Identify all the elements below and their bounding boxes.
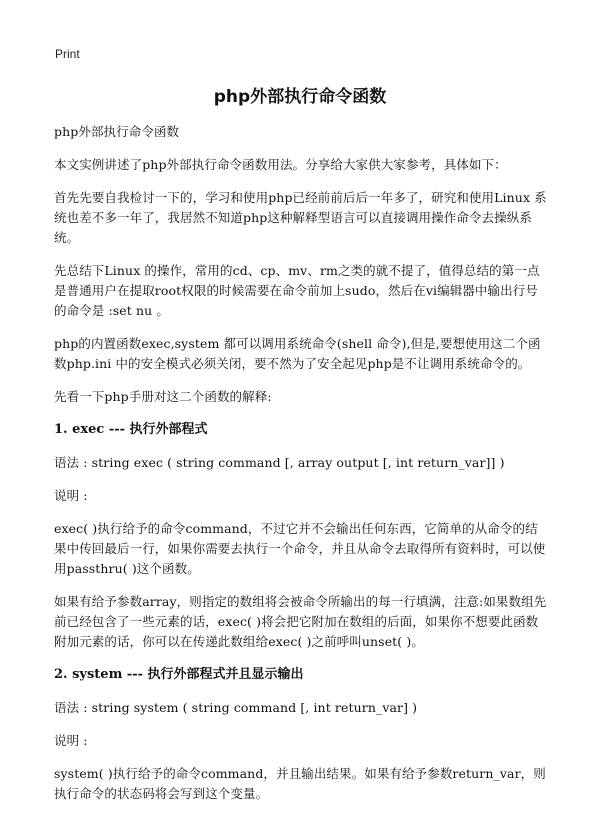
paragraph-manual-intro: 先看一下php手册对这二个函数的解释: — [54, 389, 272, 404]
system-syntax: 语法 : string system ( string command [, int return_var] ) — [54, 700, 418, 715]
section-heading-exec: 1. exec --- 执行外部程式 — [54, 422, 208, 437]
system-note-label: 说明 : — [54, 733, 88, 748]
article-body — [54, 122, 548, 817]
page-title: php外部执行命令函数 — [213, 87, 387, 107]
intro-line: php外部执行命令函数 — [54, 124, 180, 139]
paragraph-linux-summary: 先总结下Linux 的操作，常用的cd、cp、mv、rm之类的就不提了，值得总结的第一点是普通用户在提取root权限的时候需要在命令前加上sudo，然后在vi编辑器中输出行号的命令是 :set nu 。 — [54, 263, 540, 318]
section-heading-system: 2. system --- 执行外部程式并且显示输出 — [54, 667, 304, 682]
print-label: Print — [55, 47, 80, 61]
paragraph-builtin-functions: php的内置函数exec,system 都可以调用系统命令(shell 命令),但是,要想使用这二个函数php.ini 中的安全模式必须关闭，要不然为了安全起见php是不让调用系统命令的。 — [54, 336, 541, 371]
paragraph-reflection: 首先先要自我检讨一下的，学习和使用php已经前前后后一年多了，研究和使用Linux 系统也差不多一年了，我居然不知道php这种解释型语言可以直接调用操作命令去操纵系统。 — [54, 190, 547, 245]
exec-note-label: 说明 : — [54, 488, 88, 503]
intro-summary: 本文实例讲述了php外部执行命令函数用法。分享给大家供大家参考，具体如下： — [54, 157, 507, 172]
exec-syntax: 语法 : string exec ( string command [, array output [, int return_var]] ) — [54, 455, 505, 470]
exec-array-description: 如果有给予参数array，则指定的数组将会被命令所输出的每一行填满，注意:如果数组先前已经包含了一些元素的话，exec( )将会把它附加在数组的后面，如果你不想要此函数附加元素的话，你可以在传递此数组给exec( )之前呼叫unset( )。 — [54, 594, 547, 649]
system-description: system( )执行给予的命令command，并且输出结果。如果有给予参数return_var，则执行命令的状态码将会写到这个变量。 — [54, 766, 546, 801]
exec-description: exec( )执行给予的命令command，不过它并不会输出任何东西，它简单的从命令的结果中传回最后一行，如果你需要去执行一个命令，并且从命令去取得所有资料时，可以使用passthru( )这个函数。 — [54, 521, 546, 576]
